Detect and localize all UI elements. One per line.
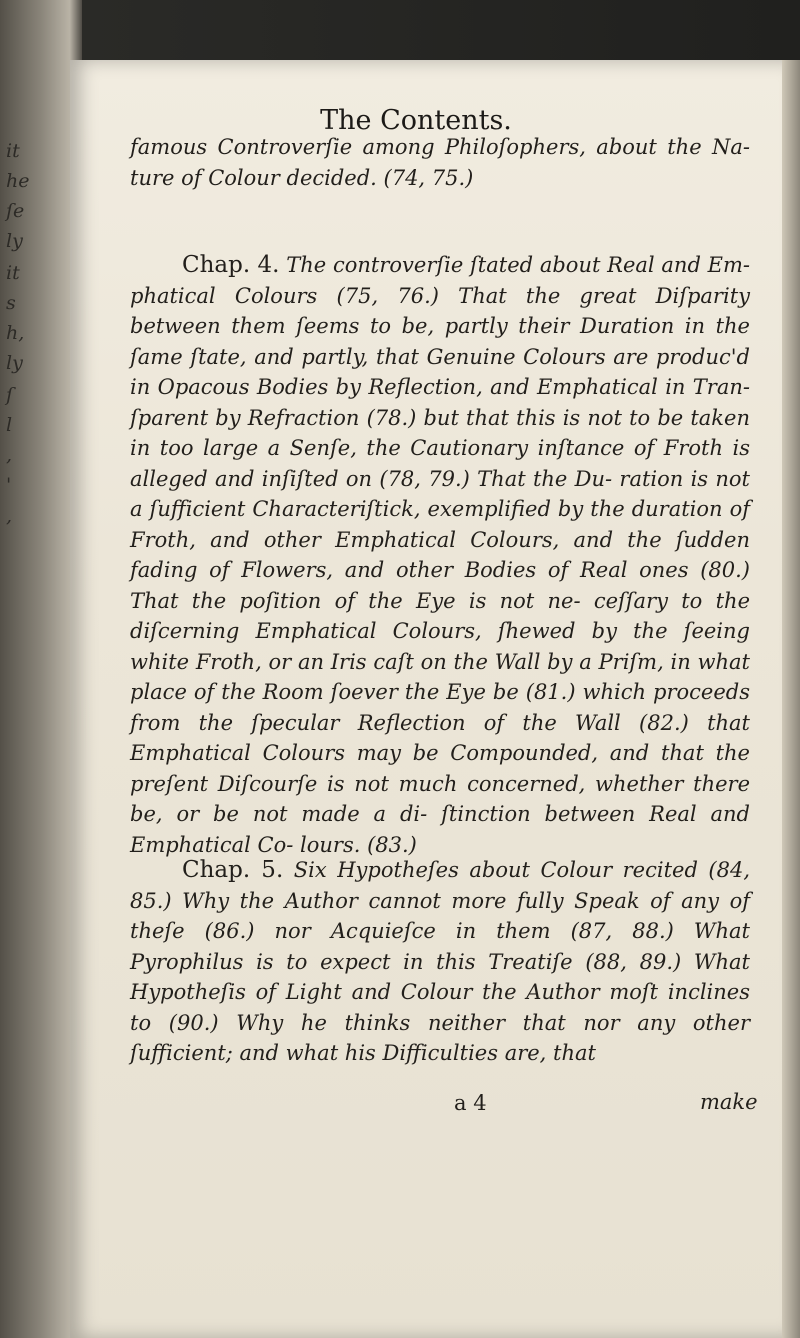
contents-paragraph-chap-5 <box>130 855 750 1069</box>
facing-page-fragment: l <box>6 414 13 436</box>
catchword: make <box>700 1090 758 1114</box>
facing-page-fragment: ' <box>6 474 12 496</box>
facing-page-fragment: it <box>6 262 20 284</box>
contents-paragraph-chap-4 <box>130 250 750 860</box>
contents-paragraph <box>130 132 750 193</box>
facing-page-fragment: ly <box>6 230 23 252</box>
chapter-heading: Chap. 5. <box>182 857 284 883</box>
paragraph-text: famous Controverſie among Philoſophers, about the Na- ture of Colour decided. (74, 75.) <box>130 135 750 190</box>
facing-page-fragment: ſ <box>6 384 14 406</box>
facing-page-fragment: ly <box>6 352 23 374</box>
facing-page-fragment: he <box>6 170 30 192</box>
facing-page-fragment: s <box>6 292 16 314</box>
chapter-heading: Chap. 4. <box>182 252 280 278</box>
facing-page-fragment: it <box>6 140 20 162</box>
facing-page-fragment: h, <box>6 322 25 344</box>
facing-page-fragment: , <box>6 444 13 466</box>
facing-page-fragment: ſe <box>6 200 25 222</box>
paragraph-text: The controverſie ſtated about Real and Em- phatical Colours (75, 76.) That the great Diſparity between them ſeems to be, partly their Duration in the ſame ſtate, and partly, that Genuine Colours are produc'd in Opacous Bodies by Reflection, and Emphatical in Tran- ſparent by Refraction (78.) but that this is not to be taken in too large a Senſe, the Cautionary inſtance of Froth is alleged and inſiſted on (78, 79.) That the Du- ration is not a ſufficient Characteriſtick, exemplified by the duration of Froth, and other Emphatical Colours, and the ſudden fading of Flowers, and other Bodies of Real ones (80.) That the poſition of the Eye is not ne- ceſſary to the diſcerning Emphatical Colours, ſhewed by the ſeeing white Froth, or an Iris caſt on the Wall by a Priſm, in what place of the Room ſoever the Eye be (81.) which proceeds from the ſpecular Reflection of the Wall (82.) that Emphatical Colours may be Compounded, and that the preſent Diſcourſe is not much concerned, whether there be, or be not made a di- ſtinction between Real and Emphatical Co- lours. (83.) <box>130 253 750 857</box>
page-right-edge <box>782 60 800 1338</box>
signature-mark: a 4 <box>454 1091 487 1115</box>
facing-page-fragment: , <box>6 505 13 527</box>
book-page <box>70 60 788 1338</box>
running-head: The Contents. <box>320 105 512 136</box>
paragraph-text: Six Hypotheſes about Colour recited (84, 85.) Why the Author cannot more fully Speak of any of theſe (86.) nor Acquieſce in them (87, 88.) What Pyrophilus is to expect in this Treatiſe (88, 89.) What Hypotheſis of Light and Colour the Author moſt inclines to (90.) Why he thinks neither that nor any other ſufficient; and what his Difficulties are, that <box>130 858 750 1065</box>
